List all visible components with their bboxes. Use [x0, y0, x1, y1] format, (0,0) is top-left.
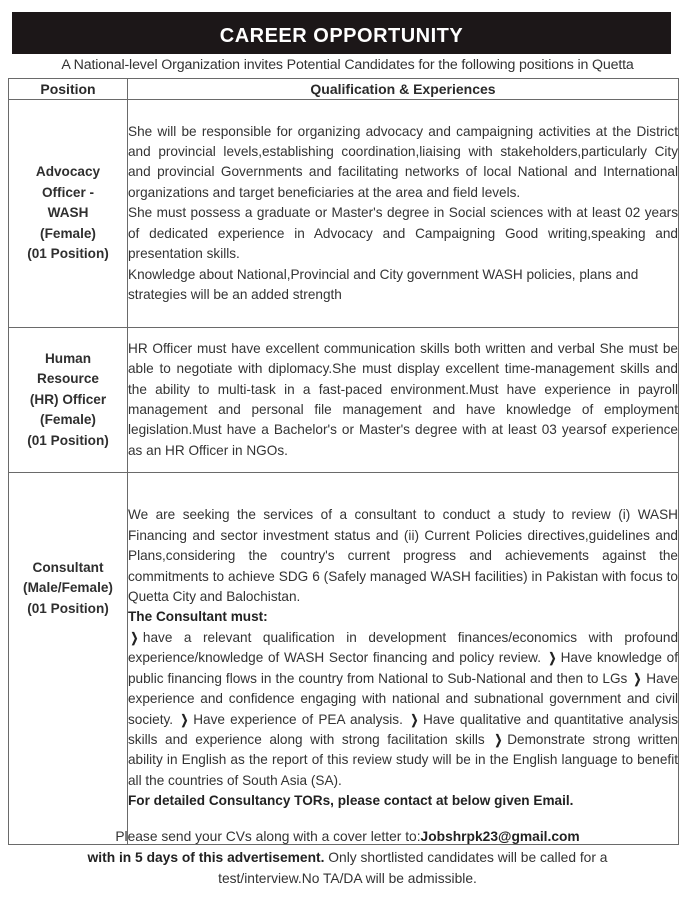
qualification-cell — [128, 328, 679, 473]
position-line: (Female) — [40, 412, 96, 428]
table-header-row — [9, 79, 679, 100]
contact-email-link[interactable]: Jobshrpk23@gmail.com — [420, 829, 580, 844]
arrow-bullet-icon: ❯ — [634, 670, 642, 686]
table-row-hr-officer — [9, 328, 679, 473]
column-header-position: Position — [9, 79, 128, 100]
qualification-paragraph: HR Officer must have excellent communication skills both written and verbal She must be able to negotiate with diplomacy.She must display excellent time-management skills and the ability to multi-task in a fast-paced environment.Must have experience in payroll management and personal file management and have knowledge of employment legislation.Must have a Bachelor's or Master's degree with at least 03 yearsof experience as an HR Officer in NGOs. — [128, 340, 678, 458]
consultant-must-heading: The Consultant must: — [128, 609, 268, 625]
position-cell — [9, 328, 128, 473]
requirement-item: Demonstrate strong written ability in English as the report of this review study will be in the English language to benefit all the countries of South Asia (SA). — [128, 731, 678, 788]
qualification-paragraph: Knowledge about National,Provincial and City government WASH policies, plans and strategies will be an added strength — [128, 266, 639, 302]
position-line: WASH — [47, 205, 89, 221]
requirement-item: Have knowledge of public financing flows in the country from National to Sub-National and then to LGs — [128, 650, 678, 686]
consultancy-tor-note: For detailed Consultancy TORs, please contact at below given Email. — [128, 793, 574, 809]
positions-table — [8, 78, 679, 845]
position-cell — [9, 473, 128, 845]
footer-line-1 — [0, 826, 695, 847]
deadline-text: with in 5 days of this advertisement. — [87, 850, 325, 865]
footer-send-text: Please send your CVs along with a cover letter to: — [115, 829, 421, 844]
consultant-requirements — [128, 628, 678, 791]
position-cell — [9, 100, 128, 328]
position-line: (01 Position) — [27, 246, 109, 262]
title-banner — [12, 12, 671, 54]
table-row-consultant — [9, 473, 679, 845]
position-line: Human — [44, 350, 92, 366]
position-line: Officer - — [41, 184, 95, 200]
footer-line-2 — [0, 847, 695, 868]
shortlist-text: Only shortlisted candidates will be called for a — [328, 850, 608, 865]
arrow-bullet-icon: ❯ — [130, 629, 139, 645]
subtitle: A National-level Organization invites Potential Candidates for the following positions in Quetta — [61, 57, 634, 73]
arrow-bullet-icon: ❯ — [548, 650, 556, 666]
position-line: Consultant — [32, 559, 104, 575]
qualification-paragraph: She will be responsible for organizing advocacy and campaigning activities at the District and provincial levels,establishing coordination,liaising with stakeholders,particularly City and provincial Governments and facilitating networks of local National and International organizations and target beneficiaries at the area and field levels. — [128, 123, 678, 200]
qualification-cell — [128, 100, 679, 328]
position-line: Advocacy — [35, 164, 101, 180]
application-instructions — [0, 826, 695, 889]
footer-line-3: test/interview.No TA/DA will be admissible. — [218, 871, 477, 886]
position-line: (01 Position) — [27, 600, 109, 616]
arrow-bullet-icon: ❯ — [494, 731, 503, 747]
requirement-item: Have experience and confidence engaging with national and subnational government and civil society. — [128, 670, 679, 727]
consultant-intro: We are seeking the services of a consultant to conduct a study to review (i) WASH Financing and sector investment status and (ii) Current Policies directives,guidelines and Plans,considering the country's current progress and achievements against the commitments to achieve SDG 6 (Safely managed WASH facilities) in Pakistan with focus to Quetta City and Balochistan. — [128, 507, 678, 605]
qualification-paragraph: She must possess a graduate or Master's degree in Social sciences with at least 02 years of dedicated experience in Advocacy and Campaigning Good writing,speaking and presentation skills. — [128, 205, 678, 262]
position-line: Resource — [37, 371, 99, 387]
position-line: (Male/Female) — [23, 580, 113, 596]
qualification-cell — [128, 473, 679, 845]
position-line: (Female) — [40, 225, 96, 241]
arrow-bullet-icon: ❯ — [410, 711, 419, 727]
column-header-qualification: Qualification & Experiences — [128, 79, 679, 100]
page-title: CAREER OPPORTUNITY — [219, 24, 464, 47]
requirement-item: Have qualitative and quantitative analysis skills and experience along with strong facilitation skills — [128, 711, 679, 747]
table-row-advocacy-officer — [9, 100, 679, 328]
requirement-item: Have experience of PEA analysis. — [193, 711, 403, 727]
arrow-bullet-icon: ❯ — [180, 711, 189, 727]
position-line: (01 Position) — [27, 432, 109, 448]
requirement-item: have a relevant qualification in development finances/economics with profound experience/knowledge of WASH Sector financing and policy review. — [128, 629, 678, 666]
position-line: (HR) Officer — [29, 391, 107, 407]
